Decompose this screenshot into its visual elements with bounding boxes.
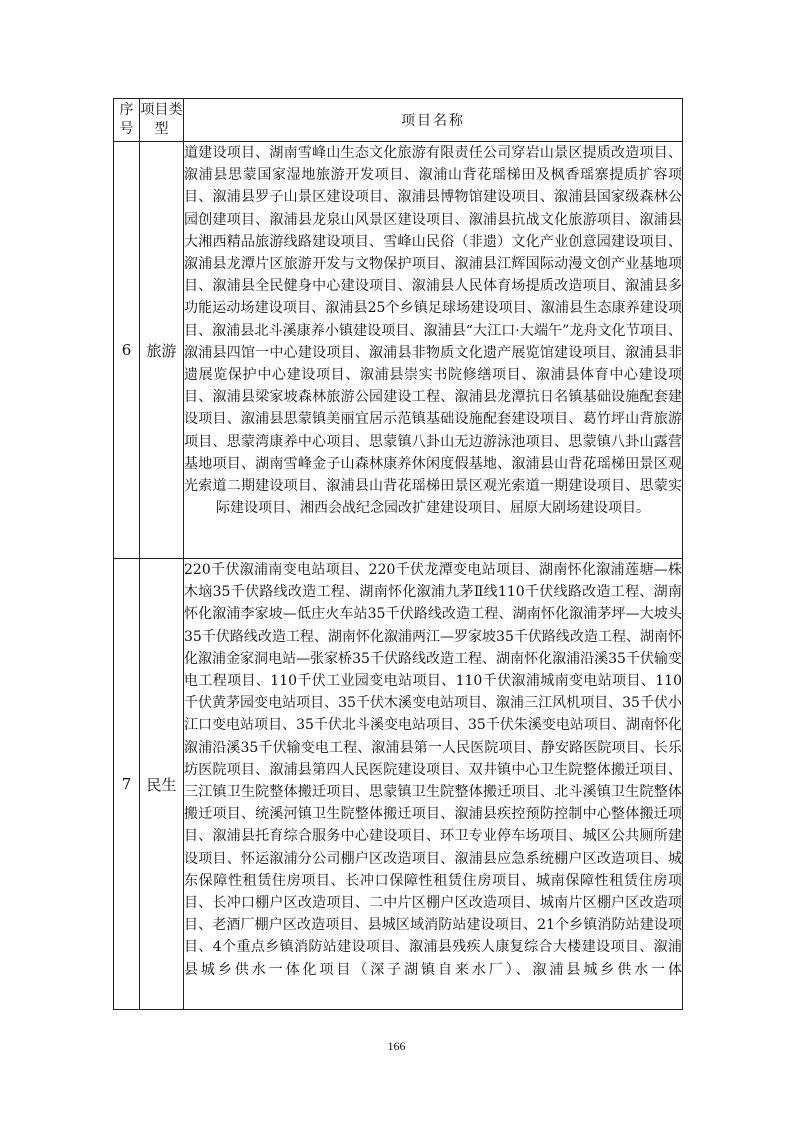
table-row: [114, 559, 683, 1010]
header-project-name: 项目名称: [184, 99, 683, 142]
table-row: [114, 142, 683, 559]
row-serial-number: 6: [114, 142, 140, 559]
table-header-row: [114, 99, 683, 142]
project-table: [113, 98, 683, 1010]
page-number: 166: [387, 1039, 406, 1053]
row-project-names: 220千伏溆浦南变电站项目、220千伏龙潭变电站项目、湖南怀化溆浦莲塘—株木垴35千伏路线改造工程、湖南怀化溆浦九茅Ⅱ线110千伏线路改造工程、湖南怀化溆浦李家坡—低庄火车站35千伏路线改造工程、湖南怀化溆浦茅坪—大坡头35千伏路线改造工程、湖南怀化溆浦两江—罗家坡35千伏路线改造工程、湖南怀化溆浦金家洞电站—张家桥35千伏路线改造工程、湖南怀化溆浦沿溪35千伏输变电工程项目、110千伏工业园变电站项目、110千伏溆浦城南变电站项目、110千伏黄茅园变电站项目、35千伏木溪变电站项目、溆浦三江风机项目、35千伏小江口变电站项目、35千伏北斗溪变电站项目、35千伏朱溪变电站项目、湖南怀化溆浦沿溪35千伏输变电工程、溆浦县第一人民医院项目、静安路医院项目、长乐坊医院项目、溆浦县第四人民医院建设项目、双井镇中心卫生院整体搬迁项目、三江镇卫生院整体搬迁项目、思蒙镇卫生院整体搬迁项目、北斗溪镇卫生院整体搬迁项目、统溪河镇卫生院整体搬迁项目、溆浦县疾控预防控制中心整体搬迁项目、溆浦县托育综合服务中心建设项目、环卫专业停车场项目、城区公共厕所建设项目、怀运溆浦分公司棚户区改造项目、溆浦县应急系统棚户区改造项目、城东保障性租赁住房项目、长冲口保障性租赁住房项目、城南保障性租赁住房项目、长冲口棚户区改造项目、二中片区棚户区改造项目、城南片区棚户区改造项目、老酒厂棚户区改造项目、县城区域消防站建设项目、21个乡镇消防站建设项目、4个重点乡镇消防站建设项目、溆浦县残疾人康复综合大楼建设项目、溆浦县城乡供水一体化项目（深子湖镇自来水厂）、溆浦县城乡供水一体: [184, 559, 683, 1010]
row-serial-number: 7: [114, 559, 140, 1010]
row-project-type: 旅游: [140, 142, 184, 559]
header-project-type: 项目类型: [140, 99, 184, 142]
header-serial-number: 序号: [114, 99, 140, 142]
row-project-names: 道建设项目、湖南雪峰山生态文化旅游有限责任公司穿岩山景区提质改造项目、溆浦县思蒙国家湿地旅游开发项目、溆浦山背花瑶梯田及枫香瑶寨提质扩容项目、溆浦县罗子山景区建设项目、溆浦县博物馆建设项目、溆浦县国家级森林公园创建项目、溆浦县龙泉山风景区建设项目、溆浦县抗战文化旅游项目、溆浦县大湘西精品旅游线路建设项目、雪峰山民俗（非遗）文化产业创意园建设项目、溆浦县龙潭片区旅游开发与文物保护项目、溆浦县江辉国际动漫文创产业基地项目、溆浦县全民健身中心建设项目、溆浦县人民体育场提质改造项目、溆浦县多功能运动场建设项目、溆浦县25个乡镇足球场建设项目、溆浦县生态康养建设项目、溆浦县北斗溪康养小镇建设项目、溆浦县“大江口·大端午”龙舟文化节项目、溆浦县四馆一中心建设项目、溆浦县非物质文化遗产展览馆建设项目、溆浦县非遗展览保护中心建设项目、溆浦县崇实书院修缮项目、溆浦县体育中心建设项目、溆浦县梁家坡森林旅游公园建设工程、溆浦县龙潭抗日名镇基础设施配套建设项目、溆浦县思蒙镇美丽宜居示范镇基础设施配套建设项目、葛竹坪山背旅游项目、思蒙湾康养中心项目、思蒙镇八卦山无边游泳池项目、思蒙镇八卦山露营基地项目、湖南雪峰金子山森林康养休闲度假基地、溆浦县山背花瑶梯田景区观光索道二期建设项目、溆浦县山背花瑶梯田景区观光索道一期建设项目、思蒙实际建设项目、湘西会战纪念园改扩建建设项目、屈原大剧场建设项目。: [184, 142, 683, 559]
row-project-type: 民生: [140, 559, 184, 1010]
